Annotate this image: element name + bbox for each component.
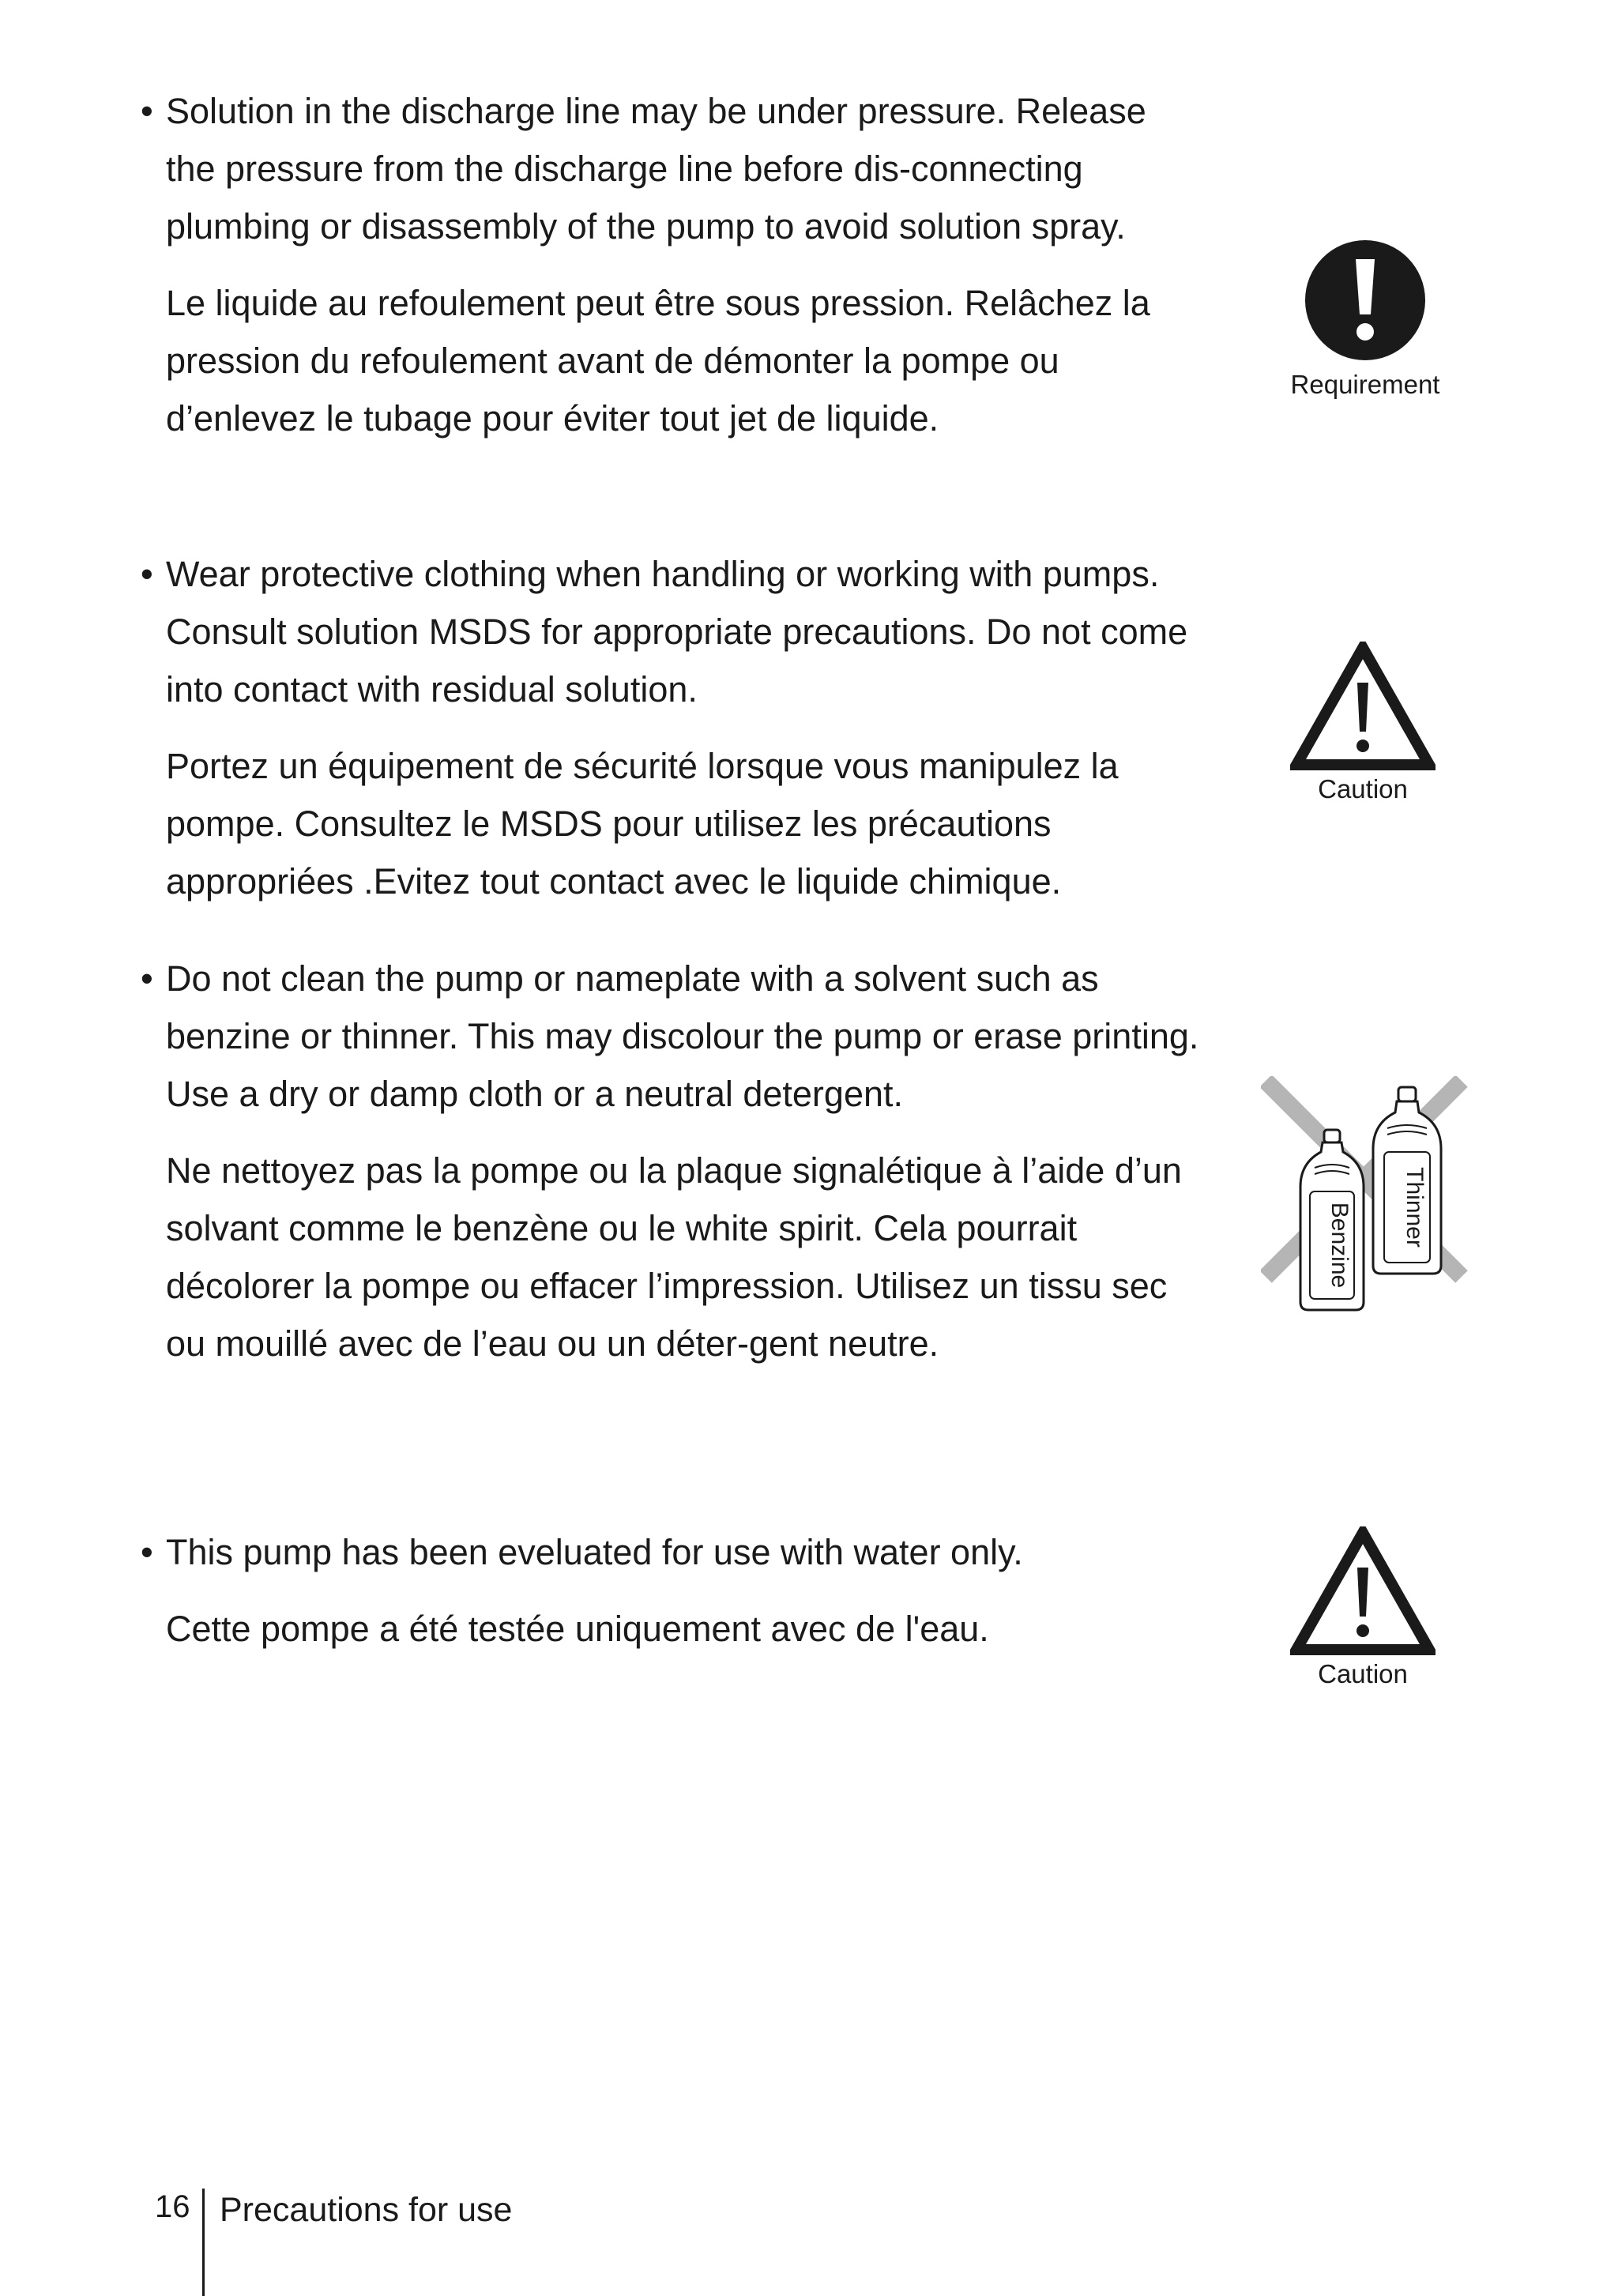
bullet: • [141,958,153,999]
caution-icon-block-2 [1280,1526,1446,1690]
bullet: • [141,554,153,594]
precaution-text-en: Solution in the discharge line may be under pressure. Release the pressure from the discharge line before dis-connecting plumbing or disassembly of the pump to avoid solution spray. [166,91,1146,247]
warning-triangle-icon [1290,642,1436,771]
bottle-label-thinner: Thinner [1402,1167,1428,1248]
benzine-bottle-icon [1300,1130,1364,1310]
precaution-text-fr: Ne nettoyez pas la pompe ou la plaque signalétique à l’aide d’un solvant comme le benzène ou le white spirit. Cela pourrait décolorer la pompe ou effacer l’impression. Utilisez un tissu sec ou mouillé avec de l’eau ou un déter-gent neutre. [166,1150,1182,1364]
precaution-text-en: Do not clean the pump or nameplate with a solvent such as benzine or thinner. This may discolour the pump or erase printing. Use a dry or damp cloth or a neutral detergent. [166,958,1199,1114]
bottle-label-benzine: Benzine [1326,1202,1353,1289]
exclamation-circle-icon [1304,239,1427,362]
precaution-text-fr: Portez un équipement de sécurité lorsque vous manipulez la pompe. Consultez le MSDS pour utilisez les précautions appropriées .Evitez tout contact avec le liquide chimique. [166,746,1119,901]
precaution-text-en: This pump has been eveluated for use with water only. [166,1532,1023,1572]
warning-triangle-icon [1290,1526,1436,1656]
bullet: • [141,91,153,131]
icon-label-caution: Caution [1318,1659,1408,1688]
no-solvent-icon-block [1261,1076,1474,1317]
icon-label-caution: Caution [1318,774,1408,804]
precaution-text-fr: Cette pompe a été testée uniquement avec de l'eau. [166,1609,989,1649]
precaution-item-1 [141,82,1199,447]
requirement-icon-block [1278,239,1452,401]
precaution-item-4 [141,1523,1199,1658]
caution-icon-block-1 [1280,642,1446,805]
icon-label-requirement: Requirement [1290,370,1440,399]
precaution-text-en: Wear protective clothing when handling or working with pumps. Consult solution MSDS for appropriate precautions. Do not come into contact with residual solution. [166,554,1188,710]
section-title: Precautions for use [220,2191,513,2229]
precaution-item-3 [141,950,1199,1372]
bullet: • [141,1532,153,1572]
precaution-item-2 [141,545,1199,910]
footer-divider [202,2189,205,2296]
precaution-text-fr: Le liquide au refoulement peut être sous pression. Relâchez la pression du refoulement avant de démonter la pompe ou d’enlevez le tubage pour éviter tout jet de liquide. [166,283,1150,438]
page-number: 16 [155,2189,190,2224]
no-solvent-bottles-icon [1261,1076,1474,1313]
